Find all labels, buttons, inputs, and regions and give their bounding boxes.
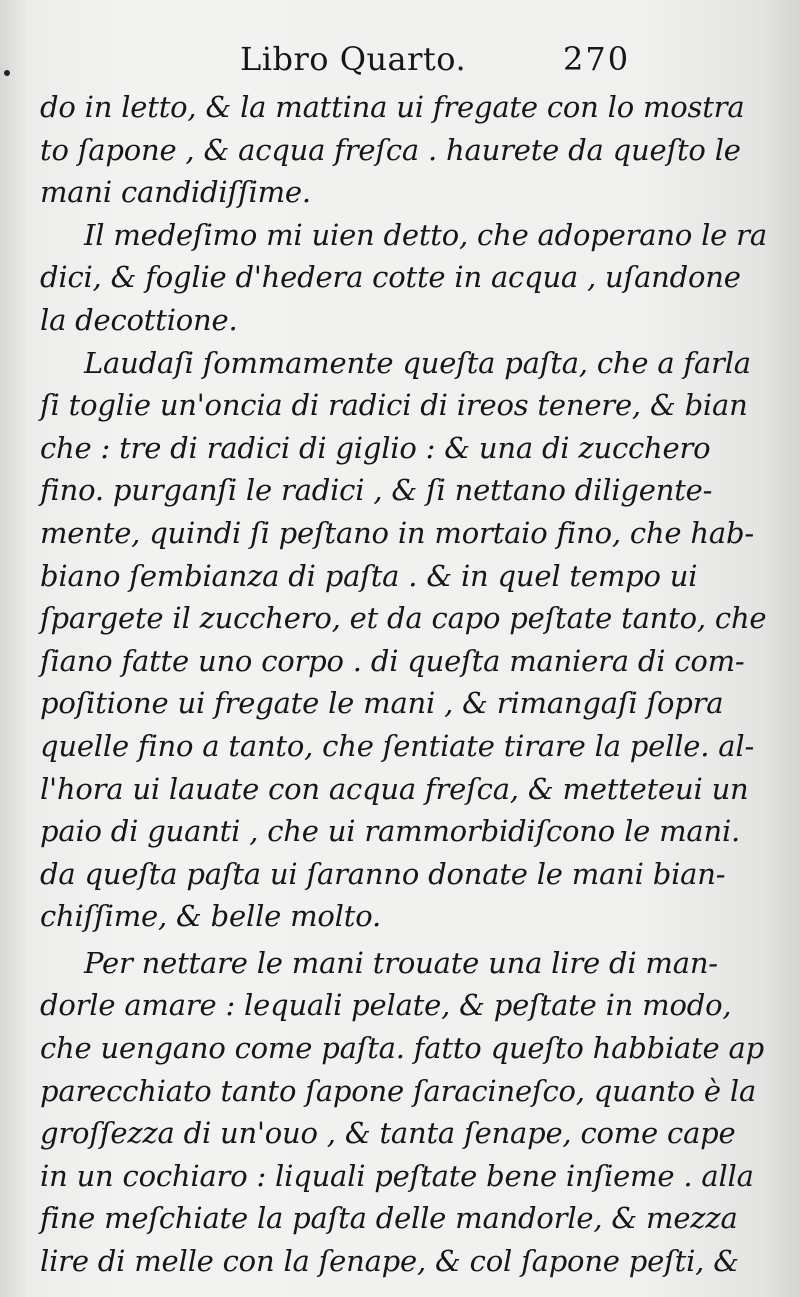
text-line: biano ſembianza di paſta . & in quel tempo ui xyxy=(40,558,698,593)
text-line: in un cochiaro : liquali peſtate bene inſieme . alla xyxy=(40,1158,754,1193)
text-line: la decottione. xyxy=(40,302,238,337)
page-header xyxy=(0,40,800,84)
text-line: lire di melle con la ſenape, & col ſapone peſti, & xyxy=(40,1244,739,1279)
text-line: paio di guanti , che ui rammorbidiſcono le mani. xyxy=(40,814,741,849)
text-line: ſiano fatte uno corpo . di queſta maniera di com- xyxy=(40,643,745,678)
page-number: 270 xyxy=(563,40,631,78)
text-line: poſitione ui fregate le mani , & rimangaſi ſopra xyxy=(40,686,724,721)
text-line: da queſta paſta ui ſaranno donate le mani bian- xyxy=(40,856,726,891)
text-line: groſſezza di un'ouo , & tanta ſenape, come cape xyxy=(40,1116,736,1151)
paragraph-first-line: Il medeſimo mi uien detto, che adoperano le ra xyxy=(84,217,767,252)
text-line: parecchiato tanto ſapone ſaracineſco, quanto è la xyxy=(40,1073,757,1108)
text-line: l'hora ui lauate con acqua freſca, & metteteui un xyxy=(40,771,749,806)
text-line: to ſapone , & acqua freſca . haurete da queſto le xyxy=(40,132,741,167)
text-line: dorle amare : lequali pelate, & peſtate in modo, xyxy=(40,988,732,1023)
text-line: dici, & foglie d'hedera cotte in acqua , uſandone xyxy=(40,260,741,295)
text-line: che : tre di radici di giglio : & una di zucchero xyxy=(40,430,711,465)
text-line: chiſſime, & belle molto. xyxy=(40,899,381,934)
text-line: che uengano come paſta. fatto queſto habbiate ap xyxy=(40,1031,764,1066)
text-line: fino. purganſi le radici , & ſi nettano diligente- xyxy=(40,473,713,508)
paragraph-first-line: Laudaſi ſommamente queſta paſta, che a farla xyxy=(84,345,751,380)
text-line: do in letto, & la mattina ui fregate con lo mostra xyxy=(40,90,745,124)
text-line: ſi toglie un'oncia di radici di ireos tenere, & bian xyxy=(40,388,748,423)
text-line: fine meſchiate la paſta delle mandorle, & mezza xyxy=(40,1201,738,1236)
running-head: Libro Quarto. xyxy=(240,40,467,78)
text-line: ſpargete il zucchero, et da capo peſtate tanto, che xyxy=(40,601,767,636)
text-line: quelle fino a tanto, che ſentiate tirare la pelle. al- xyxy=(40,728,755,763)
text-line: mente, quindi ſi peſtano in mortaio fino, che hab- xyxy=(40,515,754,550)
text-line: mani candidiſſime. xyxy=(40,175,311,210)
body-text xyxy=(40,86,767,1283)
paragraph-first-line: Per nettare le mani trouate una lire di man- xyxy=(84,945,718,980)
